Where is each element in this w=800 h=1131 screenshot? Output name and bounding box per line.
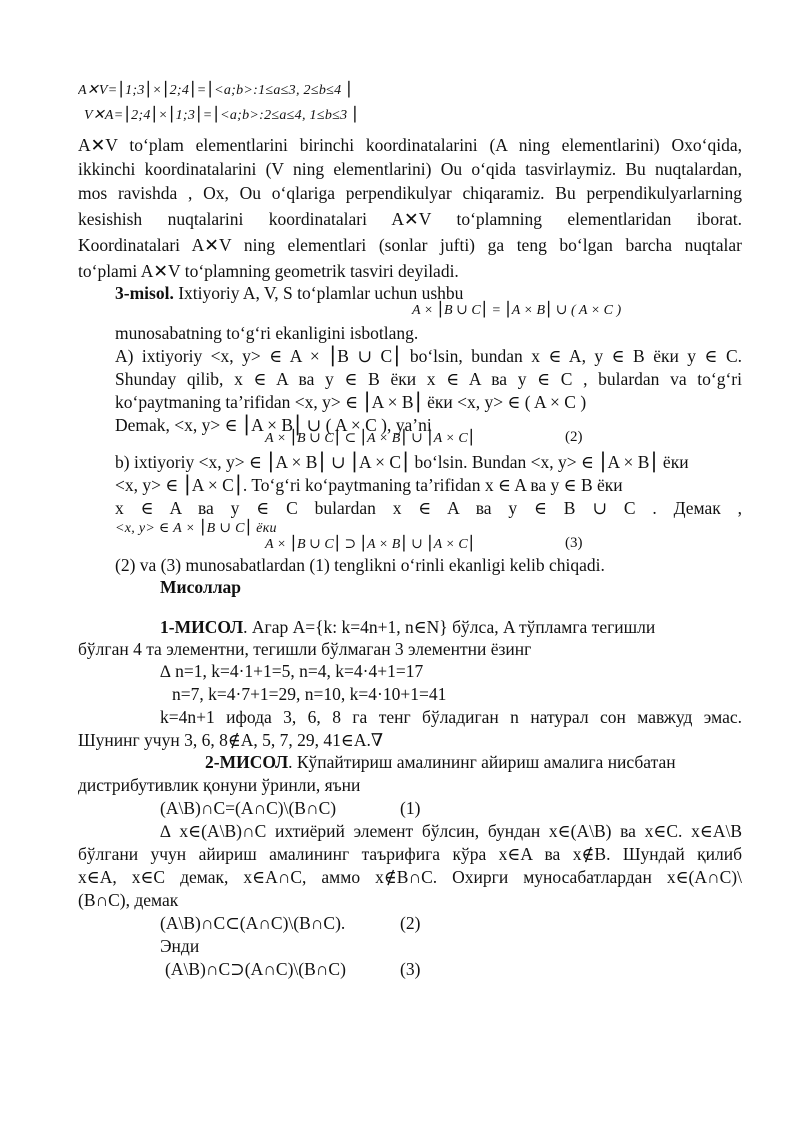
paragraph-line: ∆ x∈(A\B)∩C ихтиёрий элемент бўлсин, бундан x∈(A\B) ва x∈C. x∈A\B: [160, 821, 742, 841]
paragraph-line: x∈A, x∈C демак, x∈A∩C, аммо x∉B∩C. Охирги муносабатлардан x∈(A∩C)\: [78, 867, 742, 887]
paragraph-line: A✕V to‘plam elementlarini birinchi koordinatalarini (A ning elementlarini) Oxo‘qida,: [78, 135, 742, 155]
paragraph-line: бўлгани учун айириш амалининг таърифига кўра x∈A ва x∉B. Шундай қилиб: [78, 844, 742, 864]
example-1-statement: [160, 616, 742, 638]
example-2-equation-2: (A\B)∩C⊂(A∩C)\(B∩C).: [160, 913, 346, 933]
equation-2-number: (2): [565, 429, 583, 445]
paragraph-line: (B∩C), демак: [78, 890, 179, 910]
equation-1: A × ⎮B ∪ C⎮ = ⎮A × B⎮ ∪ ( A × C ): [412, 303, 622, 318]
proof-part-a-line: Demak, <x, y> ∈ ⎮A × B⎮ ∪ ( A × C ), ya’ni: [115, 415, 432, 435]
example-2-equation-2-number: (2): [400, 913, 421, 933]
cartesian-product-av-formula: A✕V=⎮1;3⎮×⎮2;4⎮=⎮<a;b>:1≤a≤3, 2≤b≤4 ⎮: [78, 83, 353, 98]
paragraph-line: Энди: [160, 936, 200, 956]
paragraph-line: to‘plami A✕V to‘plamning geometrik tasviri deyiladi.: [78, 261, 459, 281]
cartesian-product-va-formula: V✕A=⎮2;4⎮×⎮1;3⎮=⎮<a;b>:2≤a≤4, 1≤b≤3 ⎮: [84, 108, 359, 123]
paragraph-line: n=7, k=4·7+1=29, n=10, k=4·10+1=41: [172, 684, 447, 704]
equation-3: A × ⎮B ∪ C⎮ ⊃ ⎮A × B⎮ ∪ ⎮A × C⎮: [265, 537, 475, 552]
paragraph-line: k=4n+1 ифода 3, 6, 8 га тенг бўладиган n натурал сон мавжуд эмас.: [160, 707, 742, 727]
proof-part-b-line: x ∈ A ва y ∈ C bulardan x ∈ A ва y ∈ B ∪ C . Демак ,: [115, 498, 742, 518]
proof-conclusion: (2) va (3) munosabatlardan (1) tenglikni o‘rinli ekanligi kelib chiqadi.: [115, 555, 605, 575]
equation-2: A × ⎮B ∪ C⎮ ⊂ ⎮A × B⎮ ∪ ⎮A × C⎮: [265, 431, 475, 446]
paragraph-line: kesishish nuqtalarini koordinatalari A✕V to‘plamning elementlaridan iborat.: [78, 209, 742, 229]
paragraph-line: munosabatning to‘g‘ri ekanligini isbotlang.: [115, 323, 419, 343]
example-3-statement: [115, 282, 742, 304]
paragraph-line: mos ravishda , Ox, Ou o‘qlariga perpendikulyar chiqaramiz. Bu perpendikulyarlarning: [78, 183, 742, 203]
section-heading: Мисоллар: [160, 577, 242, 597]
example-2-equation-3: (A\B)∩C⊃(A∩C)\(B∩C): [165, 959, 346, 979]
proof-part-b-line: <x, y> ∈ A × ⎮B ∪ C⎮ ёки: [115, 521, 277, 536]
example-3-label: 3-misol.: [115, 283, 174, 303]
example-2-equation-3-number: (3): [400, 959, 421, 979]
example-2-text: . Кўпайтириш амалининг айириш амалига нисбатан: [288, 752, 676, 772]
paragraph-line: Koordinatalari A✕V ning elementlari (sonlar jufti) ga teng bo‘lgan barcha nuqtalar: [78, 235, 742, 255]
proof-part-a-line: Shunday qilib, x ∈ A ва y ∈ B ёки x ∈ A ва y ∈ C , bulardan va to‘g‘ri: [115, 369, 742, 389]
example-3-text: Ixtiyoriy A, V, S to‘plamlar uchun ushbu: [173, 283, 464, 303]
example-2-equation-1-number: (1): [400, 798, 421, 818]
proof-part-a-line: A) ixtiyoriy <x, y> ∈ A × ⎮B ∪ C⎮ bo‘lsin, bundan x ∈ A, y ∈ B ёки y ∈ C.: [115, 346, 742, 366]
paragraph-line: Шунинг учун 3, 6, 8∉A, 5, 7, 29, 41∈A.∇: [78, 730, 384, 750]
example-2-equation-1: (A\B)∩C=(A∩C)\(B∩C): [160, 798, 337, 818]
paragraph-line: ∆ n=1, k=4·1+1=5, n=4, k=4·4+1=17: [160, 661, 424, 681]
paragraph-line: дистрибутивлик қонуни ўринли, яъни: [78, 775, 361, 795]
example-2-statement: [205, 751, 742, 773]
proof-part-b-line: b) ixtiyoriy <x, y> ∈ ⎮A × B⎮ ∪ ⎮A × C⎮ bo‘lsin. Bundan <x, y> ∈ ⎮A × B⎮ ёки: [115, 452, 689, 472]
proof-part-b-line: <x, y> ∈ ⎮A × C⎮. To‘g‘ri ko‘paytmaning ta’rifidan x ∈ A ва y ∈ B ёки: [115, 475, 623, 495]
example-1-label: 1-МИСОЛ: [160, 617, 244, 637]
paragraph-line: ikkinchi koordinatalarini (V ning elementlarini) Ou o‘qida tasvirlaymiz. Bu nuqtalardan,: [78, 159, 742, 179]
paragraph-line: бўлган 4 та элементни, тегишли бўлмаган 3 элементни ёзинг: [78, 639, 532, 659]
proof-part-a-line: ko‘paytmaning ta’rifidan <x, y> ∈ ⎮A × B⎮ ёки <x, y> ∈ ( A × C ): [115, 392, 587, 412]
example-1-text: . Агар A={k: k=4n+1, n∈N} бўлса, A тўпламга тегишли: [243, 617, 656, 637]
example-2-label: 2-МИСОЛ: [205, 752, 289, 772]
equation-3-number: (3): [565, 535, 583, 551]
